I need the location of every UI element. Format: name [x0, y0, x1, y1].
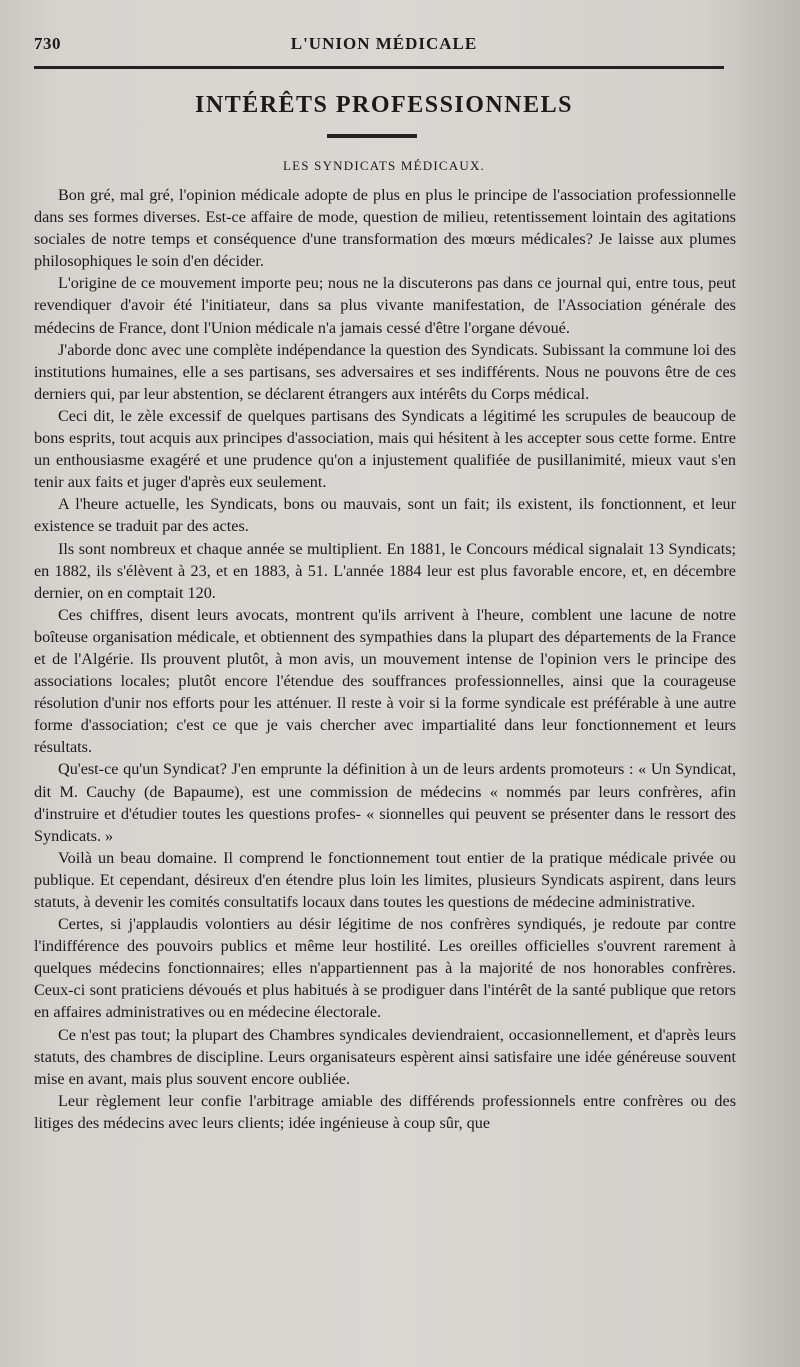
article-body: [34, 184, 736, 1134]
article-title: LES SYNDICATS MÉDICAUX.: [282, 158, 486, 173]
paragraph: Certes, si j'applaudis volontiers au désir légitime de nos confrères syndiqués, je redoute par contre l'indifférence des pouvoirs publics et même leur hostilité. Les oreilles officielles s'ouvrent rarement à quelques médecins fonctionnaires; elles n'appartiennent pas à la majorité de nos honorables confrères. Ceux-ci sont praticiens dévoués et plus habitués à se prodiguer dans l'intérêt de la santé publique que retors en affaires administratives ou en médecine électorale.: [34, 915, 736, 1022]
journal-title: L'UNION MÉDICALE: [290, 34, 478, 53]
paragraph: A l'heure actuelle, les Syndicats, bons ou mauvais, sont un fait; ils existent, ils fonctionnent, et leur existence se traduit par des actes.: [34, 495, 736, 536]
page-number: 730: [34, 34, 61, 53]
paragraph: Voilà un beau domaine. Il comprend le fonctionnement tout entier de la pratique médicale privée ou publique. Et cependant, désireux d'en étendre plus loin les limites, plusieurs Syndicats aspirent, dans leurs statuts, à devenir les comités consultatifs locaux dans toutes les questions de médecine administrative.: [34, 848, 736, 911]
paragraph: Bon gré, mal gré, l'opinion médicale adopte de plus en plus le principe de l'association professionnelle dans ses formes diverses. Est-ce affaire de mode, question de milieu, retentissement lointain des agitations sociales de notre temps et conséquence d'une transformation des mœurs médicales? Je laisse aux plumes philosophiques le soin d'en décider.: [34, 186, 736, 271]
paragraph: Ceci dit, le zèle excessif de quelques partisans des Syndicats a légitimé les scrupules de beaucoup de bons esprits, tout acquis aux principes d'association, mais qui hésitent à les accepter sous cette forme. Entre un enthousiasme exagéré et une prudence qu'on a injustement qualifiée de pusillanimité, mieux vaut s'en tenir aux faits et juger d'après eux seulement.: [34, 406, 736, 492]
paragraph: L'origine de ce mouvement importe peu; nous ne la discuterons pas dans ce journal qui, entre tous, peut revendiquer d'avoir été l'initiateur, dans sa plus vivante manifestation, de l'Association générale des médecins de France, dont l'Union médicale n'a jamais cessé d'être l'organe dévoué.: [34, 274, 736, 337]
paragraph: J'aborde donc avec une complète indépendance la question des Syndicats. Subissant la commune loi des institutions humaines, elle a ses partisans, ses adversaires et ses indifférents. Nous ne pouvons être de ces derniers qui, par leur abstention, se déclarent étrangers aux intérêts du Corps médical.: [34, 340, 736, 403]
paragraph: Qu'est-ce qu'un Syndicat? J'en emprunte la définition à un de leurs ardents promoteurs : « Un Syndicat, dit M. Cauchy (de Bapaume), est une commission de médecins « nommés par leurs confrères, afin d'instruire et d'étudier toutes les questions profes- « sionnelles qui peuvent se présenter dans le ressort des Syndicats. »: [34, 760, 736, 845]
section-divider: [327, 134, 417, 138]
paragraph: Ces chiffres, disent leurs avocats, montrent qu'ils arrivent à l'heure, comblent une lacune de notre boîteuse organisation médicale, et obtiennent des sympathies dans la plupart des départements de la France et de l'Algérie. Ils prouvent plutôt, à mon avis, un mouvement intense de l'opinion vers le principe des associations locales; plutôt encore l'étendue des souffrances professionnelles, ainsi que la courageuse résolution d'unir nos efforts pour les atténuer. Il reste à voir si la forme syndicale est préférable à une autre forme d'association; c'est ce que je vais chercher avec impartialité dans leur fonctionnement et leurs résultats.: [34, 605, 736, 757]
running-head: [34, 34, 734, 60]
header-rule: [34, 66, 724, 69]
paragraph: Ce n'est pas tout; la plupart des Chambres syndicales deviendraient, occasionnellement, et d'après leurs statuts, des chambres de discipline. Leurs organisateurs espèrent ainsi satisfaire une idée généreuse souvent mise en avant, mais plus souvent encore oubliée.: [34, 1025, 736, 1088]
section-title: INTÉRÊTS PROFESSIONNELS: [195, 92, 573, 118]
paragraph: Ils sont nombreux et chaque année se multiplient. En 1881, le Concours médical signalait 13 Syndicats; en 1882, ils s'élèvent à 23, et en 1883, à 51. L'année 1884 leur est plus favorable encore, et, en décembre dernier, on en comptait 120.: [34, 539, 736, 602]
paragraph: Leur règlement leur confie l'arbitrage amiable des différends professionnels entre confrères ou des litiges des médecins avec leurs clients; idée ingénieuse à coup sûr, que: [34, 1091, 736, 1132]
